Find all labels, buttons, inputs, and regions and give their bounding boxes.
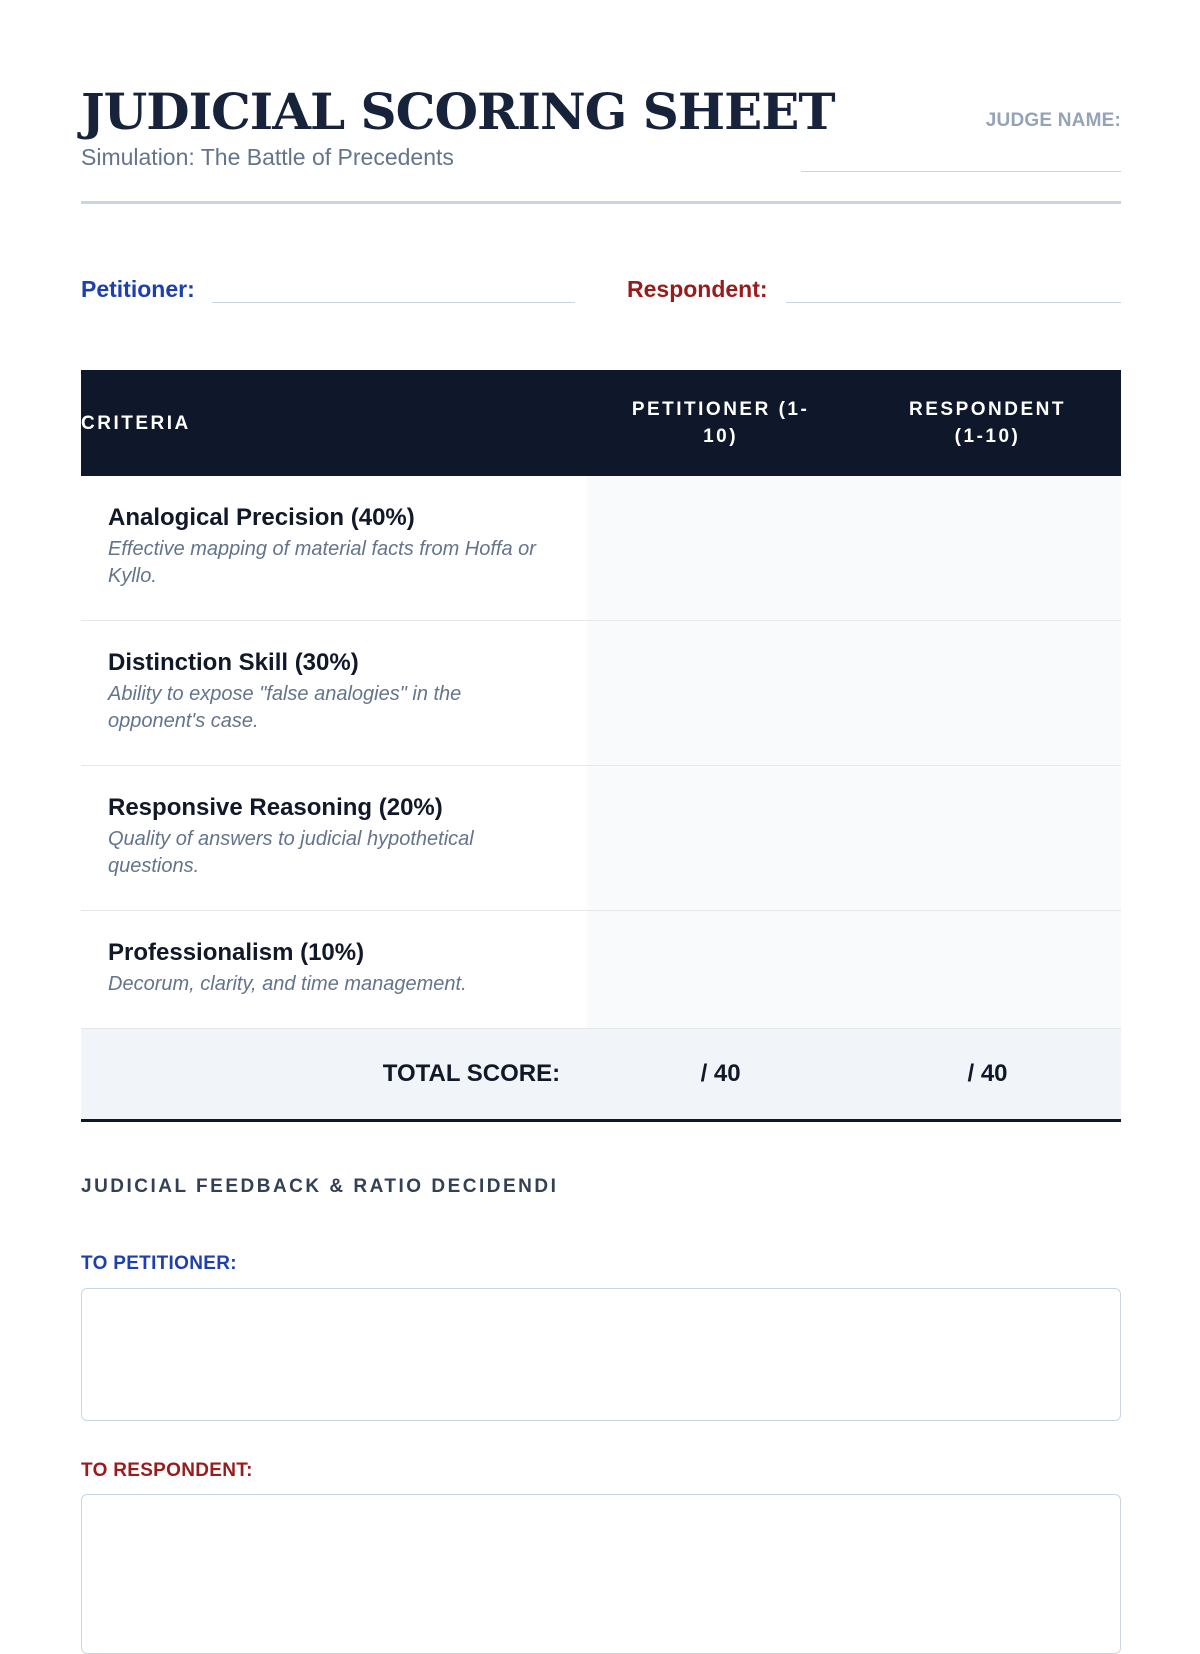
- judge-name-field[interactable]: [801, 171, 1121, 172]
- criteria-cell: [81, 911, 587, 1029]
- criteria-title: Professionalism (10%): [108, 939, 365, 966]
- respondent-score-cell[interactable]: [854, 476, 1121, 621]
- criteria-description: Quality of answers to judicial hypothetical questions.: [108, 828, 474, 877]
- respondent-score-cell[interactable]: [854, 766, 1121, 911]
- criteria-title: Analogical Precision (40%): [108, 504, 415, 531]
- respondent-party: [627, 270, 1121, 306]
- petitioner-feedback-label: TO PETITIONER:: [81, 1253, 237, 1274]
- respondent-label: Respondent:: [627, 276, 768, 302]
- feedback-heading: JUDICIAL FEEDBACK & RATIO DECIDENDI: [81, 1176, 559, 1197]
- table-row: [81, 911, 1121, 1029]
- petitioner-score-cell[interactable]: [587, 621, 854, 766]
- table-row: [81, 766, 1121, 911]
- page-subtitle: Simulation: The Battle of Precedents: [81, 144, 454, 170]
- petitioner-feedback-box[interactable]: [81, 1288, 1121, 1421]
- respondent-score-cell[interactable]: [854, 621, 1121, 766]
- petitioner-party: [81, 270, 575, 306]
- petitioner-score-cell[interactable]: [587, 766, 854, 911]
- total-score-row: [81, 1029, 1121, 1121]
- respondent-column-header-text: RESPONDENT (1-10): [909, 399, 1066, 447]
- criteria-cell: [81, 766, 587, 911]
- parties-section: [81, 204, 1121, 370]
- petitioner-score-cell[interactable]: [587, 911, 854, 1029]
- total-score-label: TOTAL SCORE:: [81, 1029, 587, 1121]
- respondent-column-header: [854, 370, 1121, 476]
- judge-name-label: JUDGE NAME:: [985, 110, 1121, 131]
- sheet-header: [81, 0, 1121, 204]
- respondent-feedback-label: TO RESPONDENT:: [81, 1460, 253, 1481]
- criteria-title: Distinction Skill (30%): [108, 649, 359, 676]
- table-row: [81, 621, 1121, 766]
- petitioner-name-field[interactable]: [212, 302, 575, 303]
- criteria-title: Responsive Reasoning (20%): [108, 794, 443, 821]
- respondent-name-field[interactable]: [786, 302, 1121, 303]
- table-header-row: [81, 370, 1121, 476]
- scoring-sheet: [81, 0, 1121, 1481]
- table-row: [81, 476, 1121, 621]
- petitioner-column-header-text: PETITIONER (1-10): [631, 399, 810, 447]
- criteria-cell: [81, 476, 587, 621]
- page-title: JUDICIAL SCORING SHEET: [81, 82, 835, 141]
- respondent-feedback-box[interactable]: [81, 1494, 1121, 1654]
- criteria-description: Decorum, clarity, and time management.: [108, 973, 467, 995]
- criteria-column-header: CRITERIA: [81, 370, 587, 476]
- petitioner-column-header: [587, 370, 854, 476]
- criteria-description: Effective mapping of material facts from Hoffa or Kyllo.: [108, 538, 536, 587]
- respondent-score-cell[interactable]: [854, 911, 1121, 1029]
- criteria-description: Ability to expose "false analogies" in the opponent's case.: [108, 683, 462, 732]
- criteria-cell: [81, 621, 587, 766]
- scoring-table: [81, 370, 1121, 1122]
- petitioner-total-score[interactable]: / 40: [587, 1029, 854, 1121]
- respondent-total-score[interactable]: / 40: [854, 1029, 1121, 1121]
- petitioner-score-cell[interactable]: [587, 476, 854, 621]
- petitioner-label: Petitioner:: [81, 276, 195, 302]
